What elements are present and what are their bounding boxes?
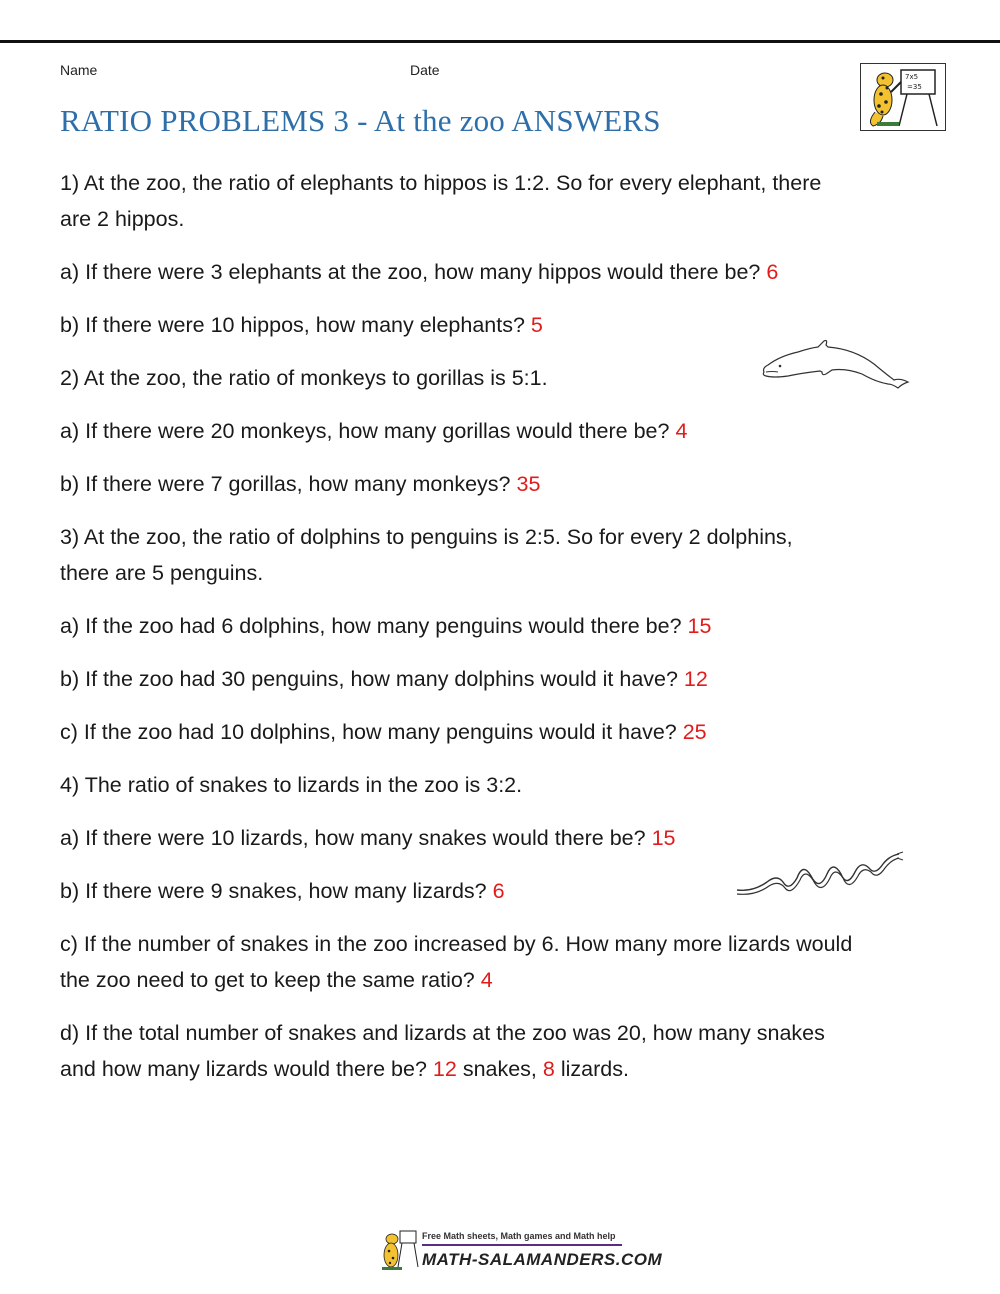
- salamander-logo-icon: [860, 63, 946, 131]
- q4b-text: b) If there were 9 snakes, how many lizards?: [60, 879, 487, 903]
- q3c-text: c) If the zoo had 10 dolphins, how many penguins would it have?: [60, 720, 677, 744]
- q4a-text: a) If there were 10 lizards, how many snakes would there be?: [60, 826, 646, 850]
- q2b-question: [60, 466, 540, 502]
- q4b-question: [60, 873, 505, 909]
- logo-text-top: 7x5: [905, 73, 919, 81]
- q3a-text: a) If the zoo had 6 dolphins, how many penguins would there be?: [60, 614, 682, 638]
- q2b-text: b) If there were 7 gorillas, how many monkeys?: [60, 472, 511, 496]
- q1-intro-line2: are 2 hippos.: [60, 207, 185, 231]
- q4a-answer: 15: [651, 826, 676, 850]
- q4d-answer-snakes: 12: [432, 1057, 457, 1081]
- q3c-answer: 25: [682, 720, 707, 744]
- logo-text-bottom: =35: [907, 83, 922, 91]
- q1a-answer: 6: [766, 260, 779, 284]
- q1b-question: [60, 307, 543, 343]
- q3b-answer: 12: [683, 667, 708, 691]
- date-label: Date: [410, 62, 440, 78]
- name-label: Name: [60, 62, 98, 78]
- q4d-question-line2: [60, 1051, 629, 1087]
- q4b-answer: 6: [492, 879, 505, 903]
- dolphin-icon: [758, 338, 913, 390]
- q4d-lizards-word: lizards.: [560, 1057, 629, 1081]
- q4-intro: 4) The ratio of snakes to lizards in the zoo is 3:2.: [60, 773, 523, 797]
- q2b-answer: 35: [516, 472, 541, 496]
- q1b-answer: 5: [530, 313, 543, 337]
- q1-intro-line1: 1) At the zoo, the ratio of elephants to hippos is 1:2. So for every elephant, there: [60, 171, 822, 195]
- q1a-text: a) If there were 3 elephants at the zoo, how many hippos would there be?: [60, 260, 761, 284]
- q1a-question: [60, 254, 778, 290]
- q3a-answer: 15: [687, 614, 712, 638]
- q4d-answer-lizards: 8: [542, 1057, 555, 1081]
- footer-site: MATH-SALAMANDERS.COM: [422, 1250, 663, 1269]
- q4d-text-line1: d) If the total number of snakes and lizards at the zoo was 20, how many snakes: [60, 1021, 825, 1045]
- q4c-question-line2: [60, 962, 493, 998]
- q3-intro-line1: 3) At the zoo, the ratio of dolphins to penguins is 2:5. So for every 2 dolphins,: [60, 525, 793, 549]
- q2a-text: a) If there were 20 monkeys, how many gorillas would there be?: [60, 419, 670, 443]
- top-rule: [0, 40, 1000, 43]
- snake-icon: [733, 848, 905, 898]
- q3b-question: [60, 661, 708, 697]
- q4c-text-line1: c) If the number of snakes in the zoo increased by 6. How many more lizards would: [60, 932, 853, 956]
- q2a-question: [60, 413, 687, 449]
- q3b-text: b) If the zoo had 30 penguins, how many dolphins would it have?: [60, 667, 678, 691]
- q4d-snakes-word: snakes,: [462, 1057, 537, 1081]
- q4d-text-line2: and how many lizards would there be?: [60, 1057, 427, 1081]
- q2a-answer: 4: [675, 419, 688, 443]
- footer-logo-icon: [378, 1227, 663, 1273]
- footer-tagline: Free Math sheets, Math games and Math help: [422, 1231, 616, 1241]
- q4c-answer: 4: [480, 968, 493, 992]
- q4a-question: [60, 820, 676, 856]
- q2-intro: 2) At the zoo, the ratio of monkeys to gorillas is 5:1.: [60, 366, 548, 390]
- q1b-text: b) If there were 10 hippos, how many elephants?: [60, 313, 525, 337]
- q3-intro-line2: there are 5 penguins.: [60, 561, 264, 585]
- q3c-question: [60, 714, 707, 750]
- q4c-text-line2: the zoo need to get to keep the same ratio?: [60, 968, 475, 992]
- page-title: RATIO PROBLEMS 3 - At the zoo ANSWERS: [60, 103, 661, 138]
- q3a-question: [60, 608, 711, 644]
